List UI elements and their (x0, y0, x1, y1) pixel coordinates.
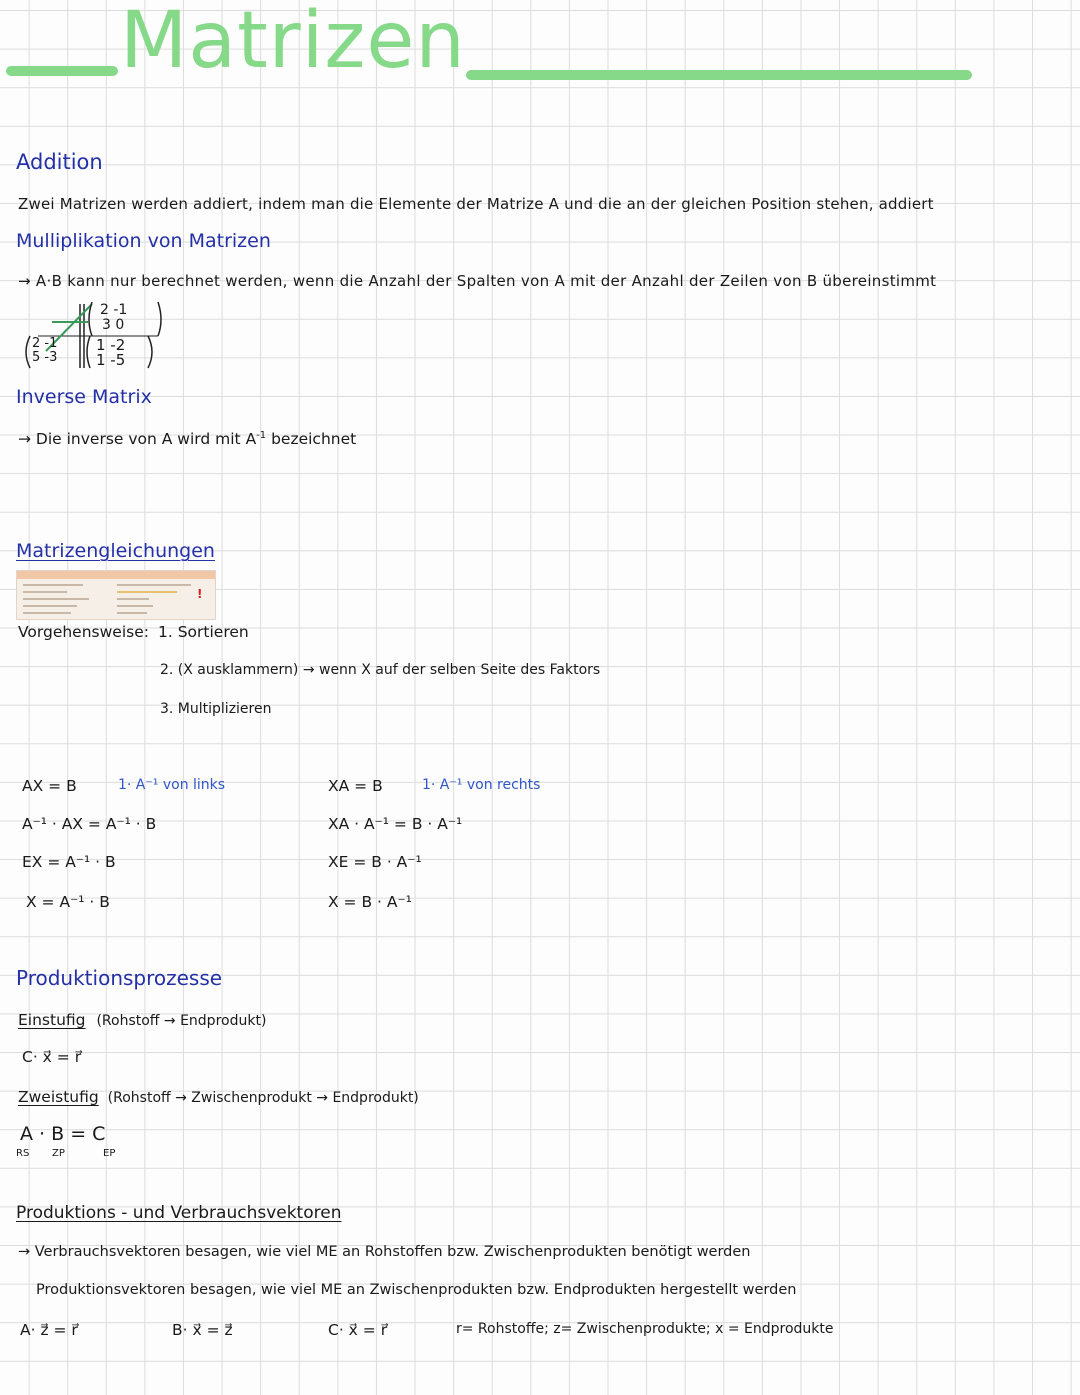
title-line-right (466, 70, 972, 80)
inverse-text-sup: -1 (256, 430, 267, 441)
vectors-legend: r= Rohstoffe; z= Zwischenprodukte; x = Endprodukte (456, 1321, 834, 1337)
procedure-step-1: 1. Sortieren (158, 623, 249, 641)
matrix-multiplication-sketch (18, 296, 198, 372)
sketch-matrix-b-row-2: 1 -5 (96, 351, 126, 369)
vectors-formula-1: A· z⃗ = r⃗ (20, 1321, 78, 1339)
addition-heading: Addition (16, 150, 103, 174)
left-eq-label: 1· A⁻¹ von links (118, 777, 226, 793)
vectors-formula-3: C· x⃗ = r⃗ (328, 1321, 388, 1339)
two-stage-formula: A · B = C (20, 1123, 106, 1145)
right-eq-line-2: XA · A⁻¹ = B · A⁻¹ (328, 815, 463, 833)
sketch-result-row-1: 2 -1 (100, 302, 128, 318)
sketch-matrix-a-row-1: 2 -1 (32, 336, 58, 351)
inverse-text-post: bezeichnet (266, 430, 357, 449)
inverse-text (18, 430, 356, 448)
left-eq-line-3: EX = A⁻¹ · B (22, 853, 116, 871)
addition-text: Zwei Matrizen werden addiert, indem man die Elemente der Matrize A und die an der gleichen Position stehen, addiert (18, 195, 934, 213)
sketch-matrix-a-row-2: 5 -3 (32, 350, 58, 365)
right-eq-line-4: X = B · A⁻¹ (328, 893, 412, 911)
left-eq-line-1: AX = B (22, 777, 77, 795)
right-eq-line-3: XE = B · A⁻¹ (328, 853, 422, 871)
right-eq-line-1: XA = B (328, 777, 383, 795)
title-line-left (6, 66, 118, 76)
vectors-formula-2: B· x⃗ = z⃗ (172, 1321, 233, 1339)
two-stage-label-ep: EP (103, 1148, 116, 1159)
vectors-heading: Produktions - und Verbrauchsvektoren (16, 1203, 342, 1223)
production-heading: Produktionsprozesse (16, 966, 223, 990)
two-stage-label: Zweistufig (18, 1088, 99, 1106)
right-eq-label: 1· A⁻¹ von rechts (422, 777, 541, 793)
two-stage-desc: (Rohstoff → Zwischenprodukt → Endprodukt) (107, 1090, 419, 1106)
procedure-label: Vorgehensweise: (18, 623, 149, 641)
multiplication-text: → A·B kann nur berechnet werden, wenn die Anzahl der Spalten von A mit der Anzahl der Zeilen von B übereinstimmt (18, 272, 937, 290)
inverse-heading: Inverse Matrix (16, 386, 152, 408)
equations-thumbnail (16, 570, 216, 620)
procedure-step-3: 3. Multiplizieren (160, 701, 272, 717)
multiplication-heading: Mulliplikation von Matrizen (16, 230, 271, 252)
page-title: Matrizen (120, 0, 466, 86)
two-stage-label-zp: ZP (52, 1148, 65, 1159)
warning-mark-icon: ! (197, 587, 203, 601)
equations-heading: Matrizengleichungen (16, 540, 215, 562)
vectors-line-2: Produktionsvektoren besagen, wie viel ME an Zwischenprodukten bzw. Endprodukten hergestellt werden (36, 1282, 797, 1298)
two-stage-label-rs: RS (16, 1148, 30, 1159)
single-stage-formula: C· x⃗ = r⃗ (22, 1048, 82, 1066)
sketch-result-row-2: 3 0 (102, 317, 125, 333)
left-eq-line-4: X = A⁻¹ · B (26, 893, 110, 911)
two-stage-row (18, 1088, 419, 1106)
inverse-text-pre: → Die inverse von A wird mit A (18, 430, 257, 449)
procedure-step-2: 2. (X ausklammern) → wenn X auf der selben Seite des Faktors (160, 662, 601, 678)
single-stage-label: Einstufig (18, 1011, 86, 1029)
single-stage-row (18, 1011, 266, 1029)
left-eq-line-2: A⁻¹ · AX = A⁻¹ · B (22, 815, 157, 833)
sketch-matrix-b-row-1: 1 -2 (96, 336, 126, 354)
vectors-line-1: → Verbrauchsvektoren besagen, wie viel ME an Rohstoffen bzw. Zwischenprodukten benötigt werden (18, 1244, 751, 1260)
single-stage-desc: (Rohstoff → Endprodukt) (96, 1013, 267, 1029)
